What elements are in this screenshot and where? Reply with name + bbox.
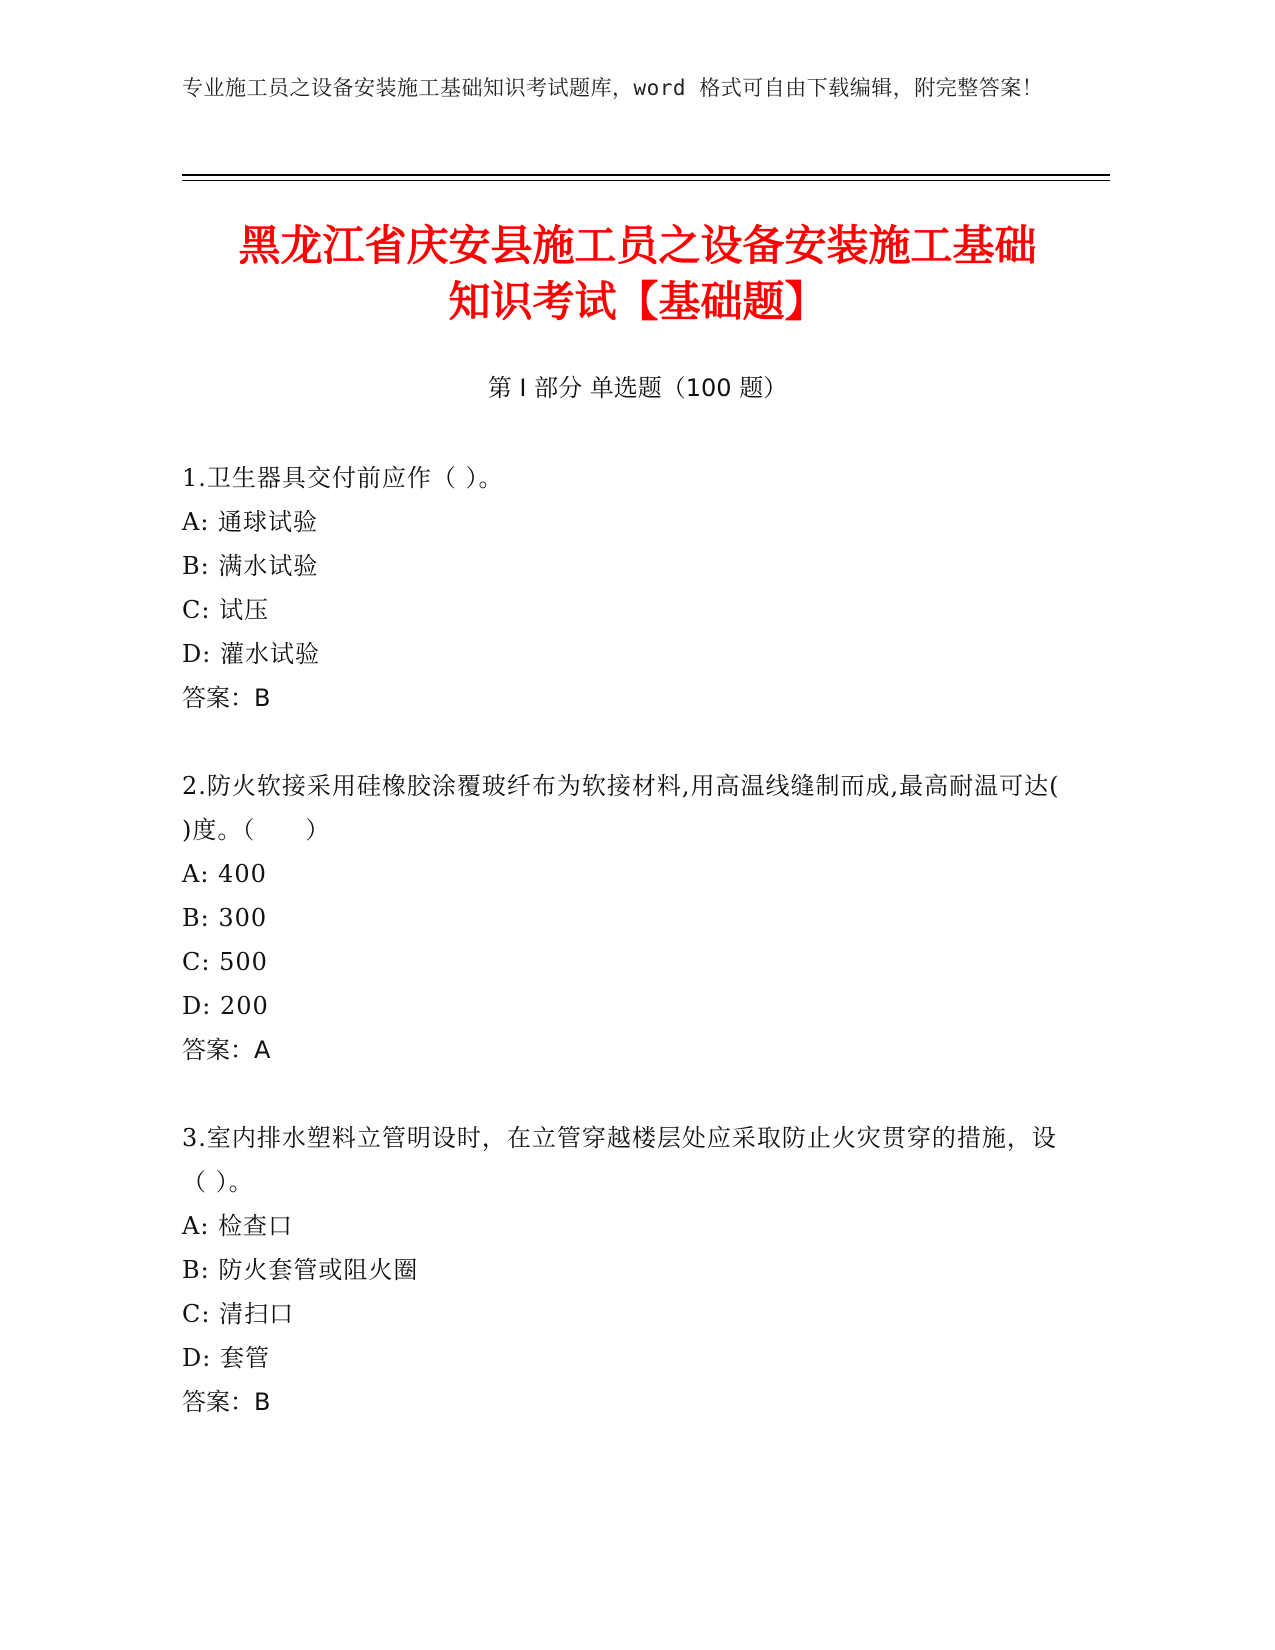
question-1 [182,456,1062,720]
question-list [182,456,1062,1468]
option-d: D: 灌水试验 [182,640,320,668]
option-b: B: 300 [182,904,268,932]
option-c: C: 500 [182,948,268,976]
option-a: A: 400 [182,860,267,888]
header-note: 专业施工员之设备安装施工基础知识考试题库，word 格式可自由下载编辑，附完整答案！ [182,76,1044,100]
option-b: B: 满水试验 [182,552,319,580]
answer: 答案：A [182,1036,271,1064]
option-a: A: 检查口 [182,1212,294,1240]
question-stem: 3.室内排水塑料立管明设时，在立管穿越楼层处应采取防止火灾贯穿的措施，设（ ）。 [182,1124,1057,1196]
document-title-line-2: 知识考试【基础题】 [448,277,827,326]
option-c: C: 清扫口 [182,1300,295,1328]
section-heading: 第 I 部分 单选题（100 题） [487,374,788,402]
answer: 答案：B [182,1388,271,1416]
option-a: A: 通球试验 [182,508,319,536]
option-b: B: 防火套管或阻火圈 [182,1256,419,1284]
document-title [150,218,1125,330]
question-2 [182,764,1062,1072]
option-d: D: 200 [182,992,269,1020]
option-c: C: 试压 [182,596,270,624]
document-title-line-1: 黑龙江省庆安县施工员之设备安装施工基础 [238,221,1037,270]
answer: 答案：B [182,684,271,712]
option-d: D: 套管 [182,1344,270,1372]
question-stem: 1.卫生器具交付前应作（ ）。 [182,464,504,492]
question-stem: 2.防火软接采用硅橡胶涂覆玻纤布为软接材料,用高温线缝制而成,最高耐温可达( )度。（ ） [182,772,1060,844]
header-divider-thin [182,180,1110,181]
question-3 [182,1116,1062,1424]
header-divider-thick [182,174,1110,176]
